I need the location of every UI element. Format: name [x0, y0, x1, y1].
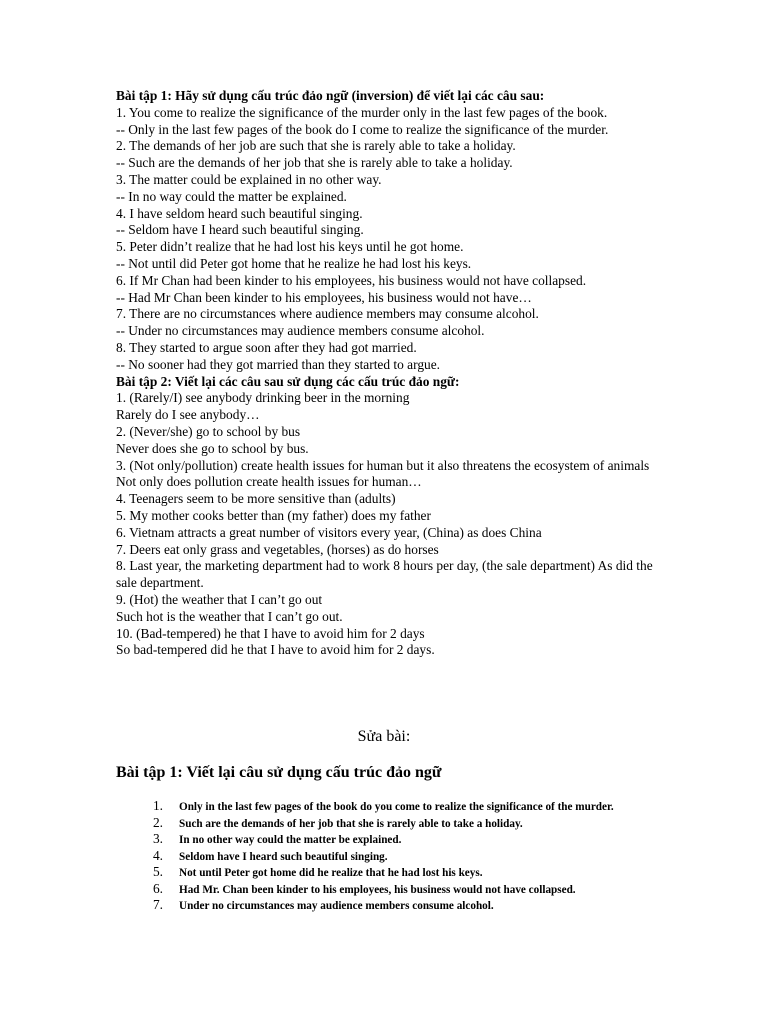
- answer-text: Not until Peter got home did he realize that he had lost his keys.: [179, 867, 483, 879]
- exercise-1-line: 5. Peter didn’t realize that he had lost his keys until he got home.: [116, 239, 464, 255]
- exercise-1-line: -- Had Mr Chan been kinder to his employees, his business would not have…: [116, 289, 532, 305]
- exercise-2-line: So bad-tempered did he that I have to avoid him for 2 days.: [116, 642, 435, 658]
- exercise-1-line: -- In no way could the matter be explained.: [116, 188, 347, 204]
- exercise-2-line: 9. (Hot) the weather that I can’t go out: [116, 591, 323, 607]
- exercise-1-line: 4. I have seldom heard such beautiful singing.: [116, 205, 363, 221]
- exercise-1-line: -- Not until did Peter got home that he realize he had lost his keys.: [116, 255, 472, 271]
- exercise-1-line: -- Only in the last few pages of the book do I come to realize the significance of the murder.: [116, 121, 609, 137]
- answer-item: [116, 897, 636, 914]
- exercise-2-line: 8. Last year, the marketing department had to work 8 hours per day, (the sale department) As did the sale department.: [116, 558, 653, 591]
- exercise-1-line: -- No sooner had they got married than they started to argue.: [116, 356, 441, 372]
- exercise-1-line: 8. They started to argue soon after they had got married.: [116, 339, 417, 355]
- exercise-2-line: Such hot is the weather that I can’t go out.: [116, 608, 343, 624]
- exercise-1-line: -- Seldom have I heard such beautiful singing.: [116, 222, 364, 238]
- exercise-2-line: Rarely do I see anybody…: [116, 407, 260, 423]
- exercise-1-line: 2. The demands of her job are such that she is rarely able to take a holiday.: [116, 138, 516, 154]
- answer-item: [116, 881, 636, 898]
- correction-heading: Bài tập 1: Viết lại câu sử dụng cấu trúc đảo ngữ: [116, 764, 442, 781]
- correction-title: Sửa bài:: [357, 728, 411, 745]
- exercise-2-line: 7. Deers eat only grass and vegetables, (horses) as do horses: [116, 541, 439, 557]
- exercise-section: [116, 88, 656, 659]
- exercise-1-line: -- Such are the demands of her job that she is rarely able to take a holiday.: [116, 155, 513, 171]
- exercise-2-line: 1. (Rarely/I) see anybody drinking beer in the morning: [116, 390, 410, 406]
- answer-item: [116, 831, 636, 848]
- answer-number: 2.: [152, 814, 163, 830]
- answer-number: 4.: [152, 847, 163, 863]
- exercise-1-line: 3. The matter could be explained in no other way.: [116, 171, 382, 187]
- answer-text: In no other way could the matter be explained.: [179, 834, 402, 846]
- answer-text: Only in the last few pages of the book do you come to realize the significance of the murder.: [179, 801, 614, 813]
- exercise-1-line: -- Under no circumstances may audience members consume alcohol.: [116, 323, 485, 339]
- answer-text: Such are the demands of her job that she is rarely able to take a holiday.: [179, 817, 523, 830]
- answer-item: [116, 798, 636, 815]
- exercise-1-line: 6. If Mr Chan had been kinder to his employees, his business would not have collapsed.: [116, 272, 587, 288]
- answer-number: 7.: [152, 897, 163, 912]
- exercise-2-line: Never does she go to school by bus.: [116, 440, 309, 456]
- answer-number: 6.: [152, 880, 163, 896]
- answer-item: [116, 864, 636, 881]
- answer-item: [116, 848, 636, 865]
- exercise-1-line: 1. You come to realize the significance of the murder only in the last few pages of the book.: [116, 104, 608, 120]
- exercise-2-line: 5. My mother cooks better than (my father) does my father: [116, 507, 431, 523]
- answer-text: Had Mr. Chan been kinder to his employees, his business would not have collapsed.: [179, 883, 576, 896]
- exercise-2-line: Not only does pollution create health issues for human…: [116, 474, 422, 490]
- exercise-2-line: 2. (Never/she) go to school by bus: [116, 423, 301, 439]
- exercise-2-line: 3. (Not only/pollution) create health issues for human but it also threatens the ecosystem of animals: [116, 457, 650, 473]
- answer-list: [116, 798, 636, 914]
- exercise-2-line: 6. Vietnam attracts a great number of visitors every year, (China) as does China: [116, 524, 542, 540]
- exercise-2-line: 10. (Bad-tempered) he that I have to avoid him for 2 days: [116, 625, 425, 641]
- answer-text: Under no circumstances may audience members consume alcohol.: [179, 900, 494, 912]
- answer-number: 3.: [152, 831, 163, 846]
- exercise-2-line: 4. Teenagers seem to be more sensitive than (adults): [116, 491, 396, 507]
- answer-item: [116, 815, 636, 832]
- answer-text: Seldom have I heard such beautiful singing.: [179, 850, 388, 863]
- exercise-1-heading: Bài tập 1: Hãy sử dụng cấu trúc đảo ngữ (inversion) để viết lại các câu sau:: [116, 88, 545, 103]
- exercise-1-line: 7. There are no circumstances where audience members may consume alcohol.: [116, 306, 539, 322]
- exercise-2-heading: Bài tập 2: Viết lại các câu sau sử dụng các cấu trúc đảo ngữ:: [116, 373, 460, 389]
- answer-number: 1.: [152, 798, 163, 813]
- answer-number: 5.: [152, 864, 163, 879]
